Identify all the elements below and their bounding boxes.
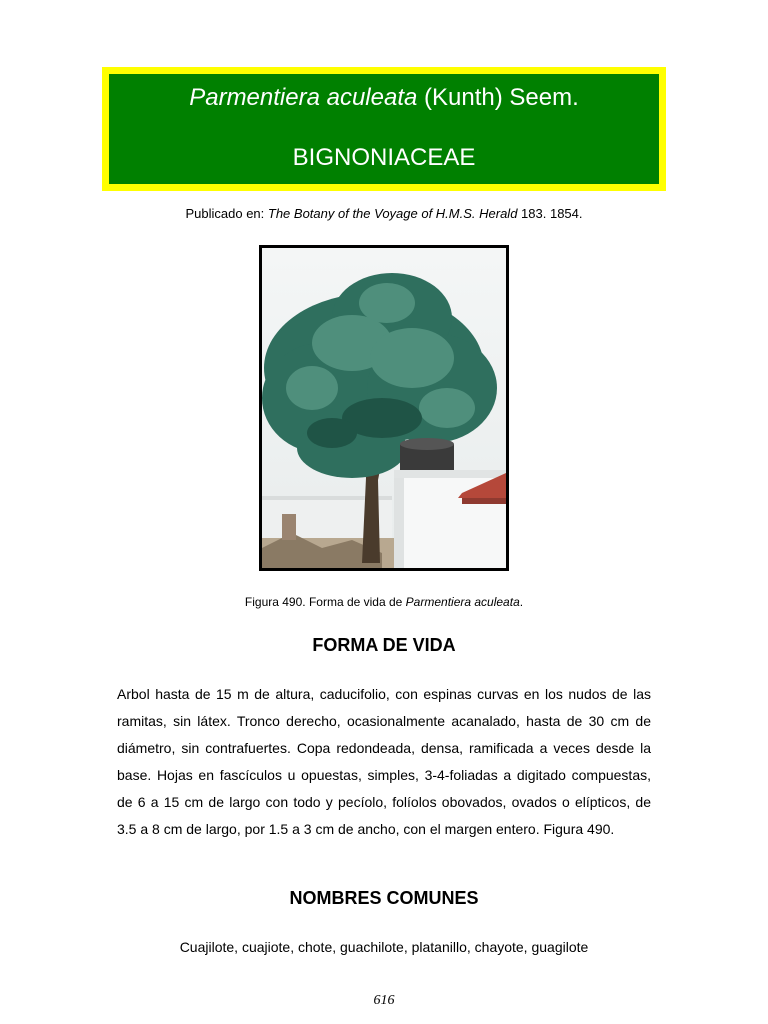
species-name-italic: Parmentiera aculeata [189, 84, 418, 111]
caption-suffix: . [519, 595, 524, 609]
title-box [102, 67, 666, 191]
tree-photo [259, 245, 509, 571]
publication-prefix: Publicado en: [185, 206, 268, 221]
publication-reference [0, 205, 768, 223]
page-number: 616 [373, 993, 395, 1008]
publication-suffix: 183. 1854. [517, 206, 583, 221]
heading-forma-de-vida: FORMA DE VIDA [312, 635, 456, 655]
species-name [109, 83, 659, 113]
species-author: (Kunth) Seem. [417, 84, 579, 111]
figure-caption [0, 594, 768, 610]
publication-work: The Botany of the Voyage of H.M.S. Herald [267, 206, 518, 221]
common-names-list: Cuajilote, cuajiote, chote, guachilote, platanillo, chayote, guagilote [179, 939, 589, 955]
forma-de-vida-paragraph: Arbol hasta de 15 m de altura, caducifolio, con espinas curvas en los nudos de las ramitas, sin látex. Tronco derecho, ocasionalmente acanalado, hasta de 30 cm de diámetro, sin contrafuertes. Copa redondeada, densa, ramificada a veces desde la base. Hojas en fascículos u opuestas, simples, 3-4-foliadas a digitado compuestas, de 6 a 15 cm de largo con todo y pecíolo, folíolos obovados, ovados o elípticos, de 3.5 a 8 cm de largo, por 1.5 a 3 cm de ancho, con el margen entero. Figura 490. [117, 686, 651, 837]
heading-nombres-comunes: NOMBRES COMUNES [289, 888, 479, 908]
caption-prefix: Figura 490. Forma de vida de [244, 595, 406, 609]
family-name: BIGNONIACEAE [292, 144, 476, 171]
caption-species: Parmentiera aculeata [405, 595, 520, 609]
tree-photo-illustration [262, 248, 506, 568]
